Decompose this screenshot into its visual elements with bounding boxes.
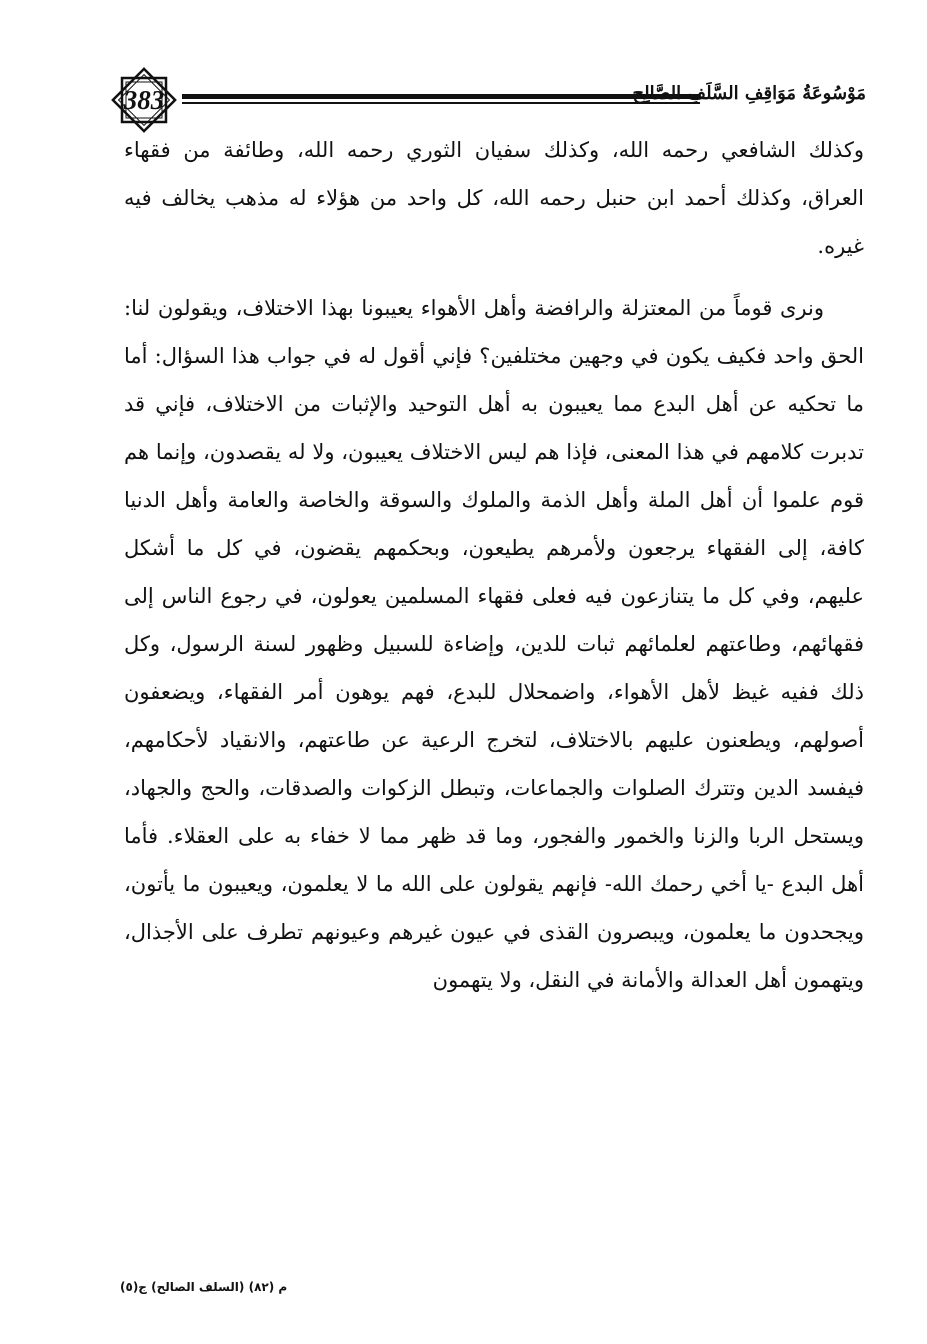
page-number: 383 — [123, 85, 165, 115]
footer-signature: م (٨٢) (السلف الصالح) ج(٥) — [120, 1280, 288, 1294]
paragraph-2: ونرى قوماً من المعتزلة والرافضة وأهل الأهواء يعيبونا بهذا الاختلاف، ويقولون لنا: الحق واحد فكيف يكون في وجهين مختلفين؟ فإني أقول له في جواب هذا السؤال: أما ما تحكيه عن أهل البدع مما يعيبون به أهل التوحيد والإثبات من الاختلاف، فإني قد تدبرت كلامهم في هذا المعنى، فإذا هم ليس الاختلاف يعيبون، ولا له يقصدون، وإنما هم قوم علموا أن أهل الملة وأهل الذمة والملوك والسوقة والخاصة والعامة وأهل الدنيا كافة، إلى الفقهاء يرجعون ولأمرهم يطيعون، وبحكمهم يقضون، في كل ما أشكل عليهم، وفي كل ما يتنازعون فيه فعلى فقهاء المسلمين يعولون، في رجوع الناس إلى فقهائهم، وطاعتهم لعلمائهم ثبات للدين، وإضاءة للسبيل وظهور لسنة الرسول، وكل ذلك ففيه غيظ لأهل الأهواء، واضمحلال للبدع، فهم يوهون أمر الفقهاء، ويضعفون أصولهم، ويطعنون عليهم بالاختلاف، لتخرج الرعية عن طاعتهم، والانقياد لأحكامهم، فيفسد الدين وتترك الصلوات والجماعات، وتبطل الزكوات والصدقات، والحج والجهاد، ويستحل الربا والزنا والخمور والفجور، وما قد ظهر مما لا خفاء به على العقلاء. فأما أهل البدع -يا أخي رحمك الله- فإنهم يقولون على الله ما لا يعلمون، ويعيبون ما يأتون، ويجحدون ما يعلمون، ويبصرون القذى في عيون غيرهم وعيونهم تطرف على الأجذال، ويتهمون أهل العدالة والأمانة في النقل، ولا يتهمون — [124, 296, 864, 992]
header-rule-thick — [182, 94, 700, 99]
running-title: مَوْسُوعَةُ مَوَاقِفِ السَّلَفِ الصَّالِح — [632, 83, 866, 104]
page-body — [124, 126, 864, 1004]
paragraph-1: وكذلك الشافعي رحمه الله، وكذلك سفيان الثوري رحمه الله، وطائفة من فقهاء العراق، وكذلك أحمد ابن حنبل رحمه الله، كل واحد من هؤلاء له مذهب يخالف فيه غيره. — [124, 138, 864, 258]
header-rule-thin — [182, 102, 700, 104]
